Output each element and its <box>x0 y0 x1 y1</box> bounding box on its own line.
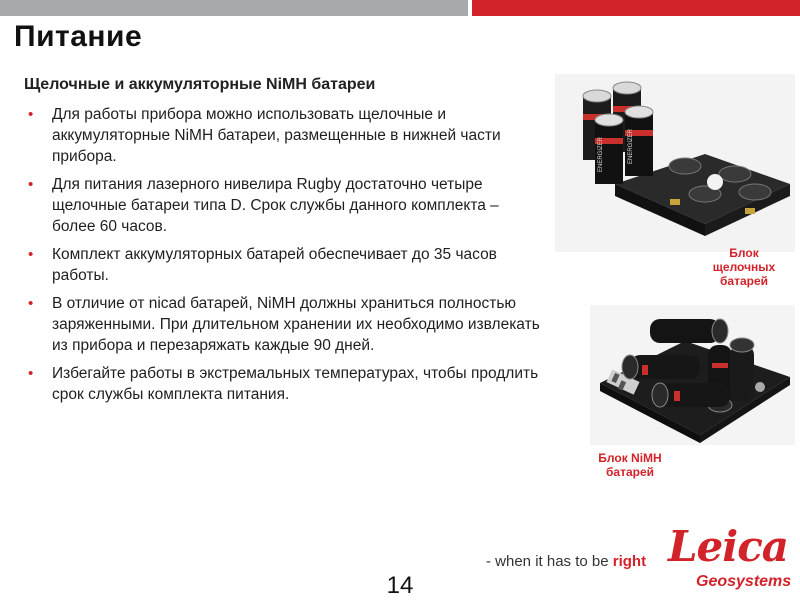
alkaline-caption-line: батарей <box>719 274 769 288</box>
page-title: Питание <box>14 20 143 53</box>
bullet-text: Избегайте работы в экстремальных температурах, чтобы продлить срок службы комплекта питания. <box>52 365 539 403</box>
tagline-highlight: right <box>612 553 647 570</box>
alkaline-caption <box>698 246 790 288</box>
alkaline-caption-line: Блок <box>729 246 759 260</box>
nimh-caption-line: Блок NiMH <box>598 451 662 465</box>
bullet-item <box>26 363 546 405</box>
bullet-text: Для питания лазерного нивелира Rugby достаточно четыре щелочные батареи типа D. Срок службы данного комплекта – более 60 часов. <box>52 176 499 235</box>
top-bar <box>0 0 800 16</box>
leica-logo-word: Leica <box>668 522 788 571</box>
tagline <box>486 553 646 570</box>
nimh-caption <box>584 451 676 479</box>
bullet-text: В отличие от nicad батарей, NiMH должны храниться полностью заряженными. При длительном хранении их необходимо извлекать из прибора и перезаряжать каждые 90 дней. <box>52 295 540 354</box>
battery-label: ENERGIZER <box>628 128 634 164</box>
nimh-battery-pack-image <box>590 305 795 445</box>
bullet-text: Комплект аккумуляторных батарей обеспечивает до 35 часов работы. <box>52 246 497 284</box>
bullet-dot-icon: • <box>28 106 34 123</box>
bullet-item <box>26 104 546 167</box>
top-bar-red <box>472 0 800 16</box>
leica-logo <box>658 520 796 598</box>
tagline-prefix: - when it has to be <box>486 553 613 570</box>
bullet-text: Для работы прибора можно использовать щелочные и аккумуляторные NiMH батареи, размещенные в нижней части прибора. <box>52 106 501 165</box>
battery-label: ENERGIZER <box>598 136 604 172</box>
bullet-dot-icon: • <box>28 176 34 193</box>
bullet-item <box>26 293 546 356</box>
section-subtitle: Щелочные и аккумуляторные NiMH батареи <box>24 76 376 93</box>
nimh-caption-line: батарей <box>605 465 655 479</box>
alkaline-caption-line: щелочных <box>712 260 776 274</box>
bullet-item <box>26 244 546 286</box>
leica-logo-subtitle: Geosystems <box>696 573 792 590</box>
bullet-dot-icon: • <box>28 365 34 382</box>
bullet-dot-icon: • <box>28 246 34 263</box>
bullet-list <box>26 104 546 412</box>
bullet-dot-icon: • <box>28 295 34 312</box>
top-bar-grey <box>0 0 468 16</box>
alkaline-battery-pack-image <box>555 74 795 252</box>
page-number: 14 <box>386 572 414 599</box>
bullet-item <box>26 174 546 237</box>
